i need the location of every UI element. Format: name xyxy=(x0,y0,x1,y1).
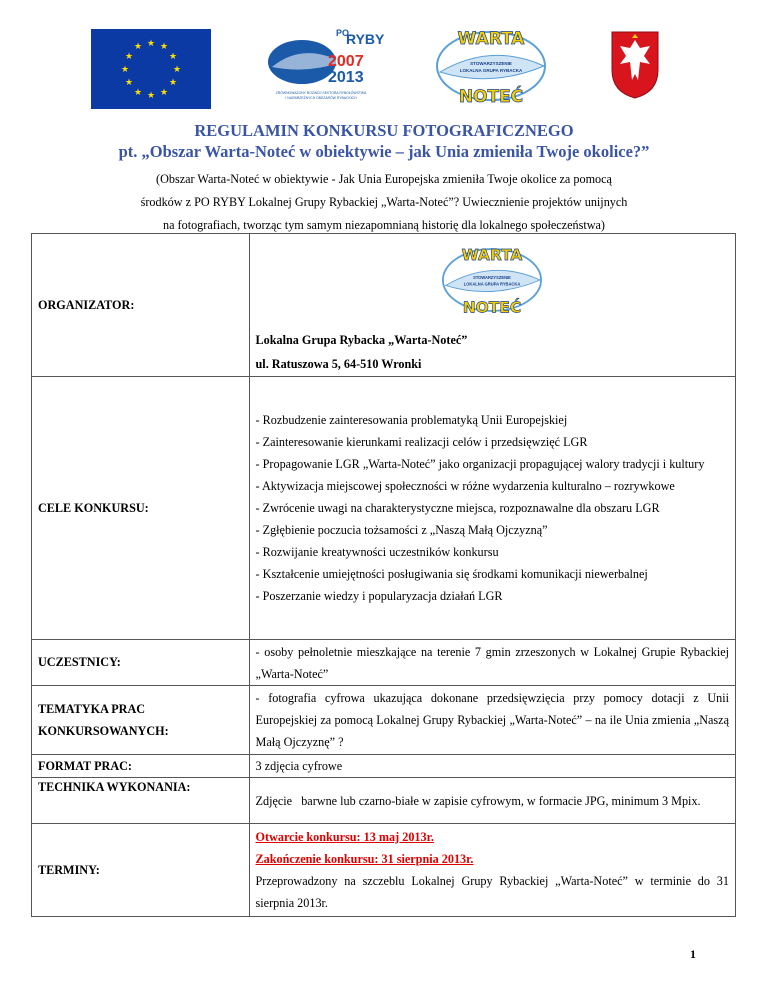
goal-item: - Poszerzanie wiedzy i popularyzacja działań LGR xyxy=(255,589,503,603)
organizer-name: Lokalna Grupa Rybacka „Warta-Noteć” xyxy=(255,333,468,347)
svg-text:★: ★ xyxy=(159,88,169,98)
goal-item: - Propagowanie LGR „Warta-Noteć” jako organizacji propagującej walory tradycji i kultury xyxy=(255,457,705,471)
svg-text:WARTA: WARTA xyxy=(461,246,523,264)
goal-item: - Zainteresowanie kierunkami realizacji celów i przedsięwzięć LGR xyxy=(255,435,588,449)
po-ryby-logo xyxy=(262,22,385,114)
svg-text:★: ★ xyxy=(124,78,134,88)
goal-item: - Rozwijanie kreatywności uczestników konkursu xyxy=(255,545,499,559)
svg-text:★: ★ xyxy=(146,39,156,49)
warta-notec-logo-small xyxy=(428,240,556,320)
organizer-label: ORGANIZATOR: xyxy=(32,234,250,377)
svg-text:★: ★ xyxy=(133,42,143,52)
svg-text:I NADBRZEŻNYCH OBSZARÓW RYBACK: I NADBRZEŻNYCH OBSZARÓW RYBACKICH xyxy=(285,96,357,100)
dates-cell xyxy=(249,824,735,917)
participants-label: UCZESTNICY: xyxy=(32,640,250,686)
svg-text:STOWARZYSZENIE: STOWARZYSZENIE xyxy=(470,61,512,66)
technique-label: TECHNIKA WYKONANIA: xyxy=(32,778,250,824)
format-label: FORMAT PRAC: xyxy=(32,755,250,778)
regulations-table xyxy=(31,233,736,917)
svg-text:STOWARZYSZENIE: STOWARZYSZENIE xyxy=(473,275,512,281)
svg-text:PO: PO xyxy=(336,28,350,38)
svg-text:RYBY: RYBY xyxy=(346,31,385,47)
page-number: 1 xyxy=(690,947,696,961)
svg-text:NOTEĆ: NOTEĆ xyxy=(458,87,524,107)
svg-text:2007: 2007 xyxy=(328,53,364,70)
goal-item: - Rozbudzenie zainteresowania problematyką Unii Europejskiej xyxy=(255,413,568,427)
open-date: Otwarcie konkursu: 13 maj 2013r. xyxy=(255,830,434,844)
svg-text:LOKALNA GRUPA RYBACKA: LOKALNA GRUPA RYBACKA xyxy=(463,281,521,287)
close-date: Zakończenie konkursu: 31 sierpnia 2013r. xyxy=(255,852,474,866)
svg-text:★: ★ xyxy=(146,91,156,101)
goal-item: - Kształcenie umiejętności posługiwania się środkami komunikacji niewerbalnej xyxy=(255,567,648,581)
svg-text:WARTA: WARTA xyxy=(457,29,525,49)
goal-item: - Zwrócenie uwagi na charakterystyczne miejsca, rozpoznawalne dla obszaru LGR xyxy=(255,501,660,515)
organizer-cell xyxy=(249,234,735,377)
svg-text:★: ★ xyxy=(168,78,178,88)
svg-text:★: ★ xyxy=(124,52,134,62)
dates-label: TERMINY: xyxy=(32,824,250,917)
goal-item: - Zgłębienie poczucia tożsamości z „Naszą Małą Ojczyzną” xyxy=(255,523,548,537)
svg-text:NOTEĆ: NOTEĆ xyxy=(463,298,522,317)
topic-text: - fotografia cyfrowa ukazująca dokonane przedsięwzięcia przy pomocy dotacji z Unii Europejskiej za pomocą Lokalnej Grupy Rybackiej „Warta-Noteć” – na ile Unia zmienia „Naszą Małą Ojczyznę” ? xyxy=(249,686,735,755)
svg-text:ZRÓWNOWAŻONY ROZWÓJ SEKTORA RY: ZRÓWNOWAŻONY ROZWÓJ SEKTORA RYBOŁÓWSTWA xyxy=(275,91,367,95)
technique-text: Zdjęcie barwne lub czarno-białe w zapisie cyfrowym, w formacie JPG, minimum 3 Mpix. xyxy=(249,778,735,824)
participants-text: - osoby pełnoletnie mieszkające na terenie 7 gmin zrzeszonych w Lokalnej Grupie Rybackiej „Warta-Noteć” xyxy=(249,640,735,686)
svg-text:★: ★ xyxy=(172,65,182,75)
svg-text:★: ★ xyxy=(159,42,169,52)
goal-item: - Aktywizacja miejscowej społeczności w różne wydarzenia kulturalno – rozrywkowe xyxy=(255,479,675,493)
eu-flag-icon xyxy=(91,29,211,109)
svg-text:★: ★ xyxy=(168,52,178,62)
document-title: REGULAMIN KONKURSU FOTOGRAFICZNEGO xyxy=(194,121,574,140)
conducted-text: Przeprowadzony na szczeblu Lokalnej Grupy Rybackiej „Warta-Noteć” w terminie do 31 sierpnia 2013r. xyxy=(255,874,729,910)
svg-text:★: ★ xyxy=(120,65,130,75)
coat-of-arms-icon xyxy=(610,30,660,100)
organizer-address: ul. Ratuszowa 5, 64-510 Wronki xyxy=(255,357,422,371)
warta-notec-logo xyxy=(428,22,554,110)
svg-text:2013: 2013 xyxy=(328,69,364,86)
svg-text:★: ★ xyxy=(133,88,143,98)
logo-bar xyxy=(0,22,768,112)
intro-text: (Obszar Warta-Noteć w obiektywie - Jak Unia Europejska zmieniła Twoje okolice za pomocą środków z PO RYBY Lokalnej Grupy Rybackiej „Warta-Noteć”? Uwiecznienie projektów unijnych na fotografiach, tworząc tym samym niezapomnianą historię dla lokalnego społeczeństwa) xyxy=(140,172,628,232)
goals-cell xyxy=(249,377,735,640)
document-subtitle: pt. „Obszar Warta-Noteć w obiektywie – jak Unia zmieniła Twoje okolice?” xyxy=(118,142,650,161)
format-text: 3 zdjęcia cyfrowe xyxy=(249,755,735,778)
goals-label: CELE KONKURSU: xyxy=(32,377,250,640)
topic-label: TEMATYKA PRAC KONKURSOWANYCH: xyxy=(32,686,250,755)
svg-text:LOKALNA GRUPA RYBACKA: LOKALNA GRUPA RYBACKA xyxy=(459,68,523,73)
